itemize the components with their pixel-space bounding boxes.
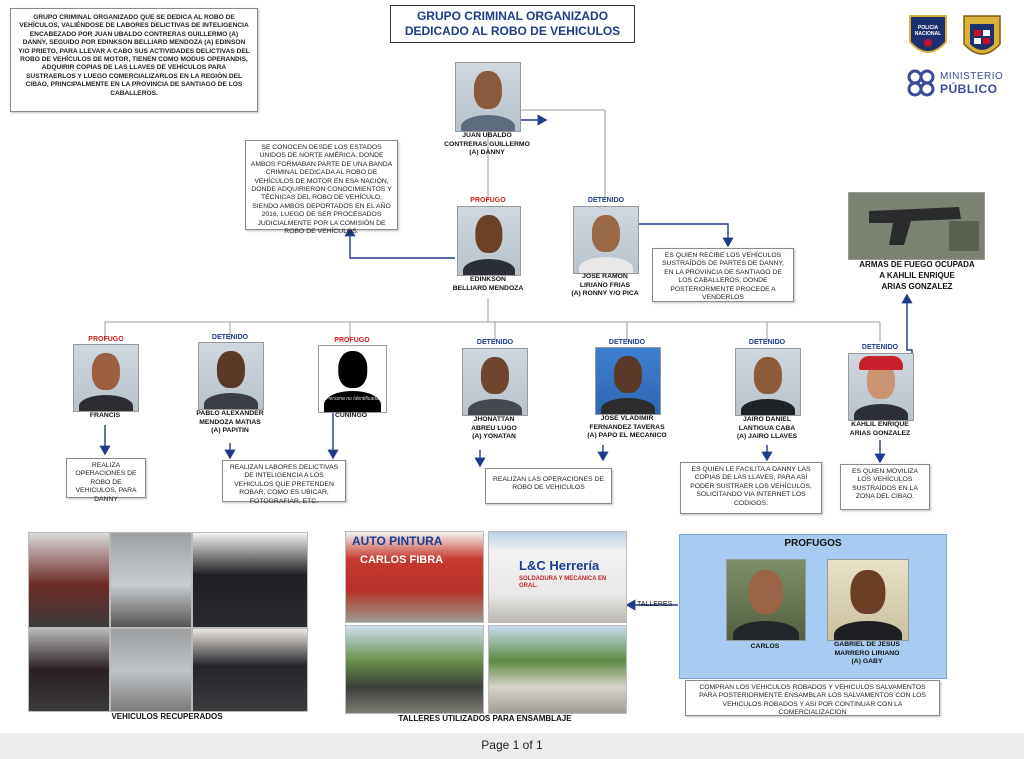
mp-emblem-icon	[906, 68, 936, 98]
document-title	[390, 5, 635, 43]
lc-herreria-subtitle: SOLDADURA Y MECANICA EN GRAL.	[519, 576, 607, 589]
member-photo-jairo	[735, 348, 801, 416]
member-name-pablo: PABLO ALEXANDER MENDOZA MATIAS (A) PAPITIN	[196, 410, 264, 434]
vehicle-photo	[28, 532, 110, 628]
member-name-vladimir: JOSE VLADIMIR FERNANDEZ TAVERAS (A) PAPO EL MECANICO	[587, 415, 667, 439]
member-photo-pablo	[198, 342, 264, 410]
kahlil-note: ES QUIEN MOVILIZA LOS VEHÍCULOS SUSTRAÍDOS EN LA ZONA DEL CIBAO.	[840, 464, 930, 510]
member-status-francis: PROFUGO	[88, 336, 124, 343]
vehicles-gallery	[28, 532, 306, 710]
profugo-photo-gabriel	[827, 559, 909, 641]
policia-nacional-logo	[906, 12, 950, 64]
member-name-kahlil: KAHLIL ENRIQUE ARIAS GONZALEZ	[849, 421, 911, 437]
svg-text:POLICIA: POLICIA	[917, 25, 939, 31]
profugos-title: PROFUGOS	[784, 538, 842, 549]
workshop-photo	[488, 531, 627, 623]
auto-pintura-sign: AUTO PINTURA	[352, 534, 443, 548]
member-photo-cuningo	[318, 345, 387, 413]
jose-note: ES QUIEN RECIBE LOS VEHÍCULOS SUSTRAÍDOS DE PARTES DE DANNY, EN LA PROVINCIA DE SANTIAGO DE LOS CABALLEROS, DONDE POSTERIORMENTE PROCEDE A VENDERLOS	[652, 248, 794, 302]
vehicle-photo	[28, 628, 110, 712]
profugo-name-carlos: CARLOS	[750, 643, 780, 650]
member-photo-francis	[73, 344, 139, 412]
member-status-jairo: DETENIDO	[748, 339, 786, 346]
leader-photo	[455, 62, 521, 132]
ops-note: REALIZAN LAS OPERACIONES DE ROBO DE VEHICULOS	[485, 468, 612, 504]
workshops-gallery	[345, 531, 625, 712]
profugo-photo-carlos	[726, 559, 806, 641]
mp-line-1: MINISTERIO	[940, 71, 1004, 82]
workshops-caption: TALLERES UTILIZADOS PARA ENSAMBLAJE	[398, 714, 572, 723]
ministerio-publico-logo	[906, 68, 1006, 98]
member-name-jhonattan: JHONATTAN ABREU LUGO (A) YONATAN	[471, 416, 517, 440]
carlos-fibra-sign: CARLOS FIBRA	[360, 554, 444, 566]
talleres-label: TALLERES	[637, 601, 673, 608]
weapon-caption: ARMAS DE FUEGO OCUPADA A KAHLIL ENRIQUE ARIAS GONZALEZ	[859, 260, 975, 291]
member-photo-kahlil	[848, 353, 914, 421]
workshop-photo	[345, 625, 484, 714]
pablo-note: REALIZAN LABORES DELICTIVAS DE INTELIGENCIA A LOS VEHICULOS QUE PRETENDEN ROBAR, COMO ES UBICAR, FOTOGRAFIAR, ETC.	[222, 460, 346, 502]
page-footer: Page 1 of 1	[481, 738, 543, 752]
second-name: EDINKSON BELLIARD MENDOZA	[452, 276, 524, 292]
title-line-2: DEDICADO AL ROBO DE VEHICULOS	[404, 24, 621, 38]
second-status: PROFUGO	[470, 197, 506, 204]
leader-note: SE CONOCEN DESDE LOS ESTADOS UNIDOS DE NORTE AMÉRICA, DONDE AMBOS FORMABAN PARTE DE UNA BANDA CRIMINAL DEDICADA AL ROBO DE VEHÍCULOS DE MOTOR EN ESA NACIÓN, DONDE ADQUIRIERON CONOCIMIENTOS Y TÉCNICAS DEL ROBO DE VEHÍCULO, SIENDO AMBOS DEPORTADOS EN EL AÑO 2016, LUEGO DE SER PROCESADOS JUDICIALMENTE POR LA COMISIÓN DE ROBO DE VEHÍCULOS.	[245, 140, 398, 230]
vehicles-caption: VEHICULOS RECUPERADOS	[111, 712, 223, 721]
jose-photo	[573, 206, 639, 274]
second-photo	[457, 206, 521, 276]
profugo-name-gabriel: GABRIEL DE JESUS MARRERO LIRIANO (A) GABY	[834, 641, 900, 665]
title-line-1: GRUPO CRIMINAL ORGANIZADO	[416, 9, 609, 23]
member-photo-vladimir	[595, 347, 661, 415]
jairo-note: ES QUIEN LE FACILITA A DANNY LAS COPIAS DE LAS LLAVES, PARA ASÍ PODER SUSTRAER LOS VEHÍCULOS, SOLICITANDO VIA INTERNET LOS CODIGOS.	[680, 462, 822, 514]
workshop-photo	[488, 625, 627, 714]
lc-herreria-sign: L&C Herrería	[519, 558, 600, 573]
member-name-francis: FRANCIS	[89, 412, 121, 419]
dicrim-logo	[960, 12, 1004, 66]
member-photo-jhonattan	[462, 348, 528, 416]
francis-note: REALIZA OPERACIONES DE ROBO DE VEHICULOS, PARA DANNY	[66, 458, 146, 498]
jose-status: DETENIDO	[587, 197, 625, 204]
member-name-cuningo: CUÑINGO	[334, 412, 368, 419]
workshop-photo	[345, 531, 484, 623]
profugos-panel	[679, 534, 947, 679]
member-name-jairo: JAIRO DANIEL LANTIGUA CABA (A) JAIRO LLAVES	[736, 416, 798, 440]
vehicle-photo	[192, 532, 308, 628]
member-status-kahlil: DETENIDO	[861, 344, 899, 351]
member-status-vladimir: DETENIDO	[608, 339, 646, 346]
vehicle-photo	[192, 628, 308, 712]
jose-name: JOSE RAMON LIRIANO FRIAS (A) RONNY Y/O PICA	[571, 273, 639, 297]
svg-text:NACIONAL: NACIONAL	[914, 31, 942, 37]
mp-line-2: PÚBLICO	[940, 82, 998, 96]
unidentified-label: Persona no Identificada	[326, 396, 379, 402]
member-status-jhonattan: DETENIDO	[476, 339, 514, 346]
intro-description: GRUPO CRIMINAL ORGANIZADO QUE SE DEDICA AL ROBO DE VEHÍCULOS, VALIÉNDOSE DE LABORES DELICTIVAS DE INTELIGENCIA ENCABEZADO POR JUAN UBALDO CONTRERAS GUILLERMO (A) DANNY, SEGUIDO POR EDINKSON BELLIARD MENDOZA (A) EDINSON Y/O PRIETO, PARA LLEVAR A CABO SUS ACTIVIDADES DELICTIVAS DEL ROBO DE VEHÍCULOS DE MOTOR, TIENEN COMO MODUS OPERANDIS, ADQUIRIR COPIAS DE LAS LLAVES DE VEHÍCULOS PARA SUSTRAERLOS Y LUEGO COMERCIALIZARLOS EN LA REGIÓN DEL CIBAO, PRINCIPALMENTE EN LA PROVINCIA DE SANTIAGO DE LOS CABALLEROS.	[10, 8, 258, 112]
weapon-photo	[848, 192, 985, 260]
member-status-pablo: DETENIDO	[211, 334, 249, 341]
leader-name: JUAN UBALDO CONTRERAS GUILLERMO (A) DANNY	[444, 132, 530, 156]
vehicle-photo	[110, 628, 192, 712]
member-status-cuningo: PROFUGO	[334, 337, 370, 344]
profugos-note: COMPRAN LOS VEHICULOS ROBADOS Y VEHICULOS SALVAMENTOS PARA POSTERIORMENTE ENSAMBLAR LOS SALVAMENTOS CON LOS VEHICULOS ROBADOS Y ASI POR CONTINUAR CON LA COMERCIALIZACION	[685, 680, 940, 716]
vehicle-photo	[110, 532, 192, 628]
